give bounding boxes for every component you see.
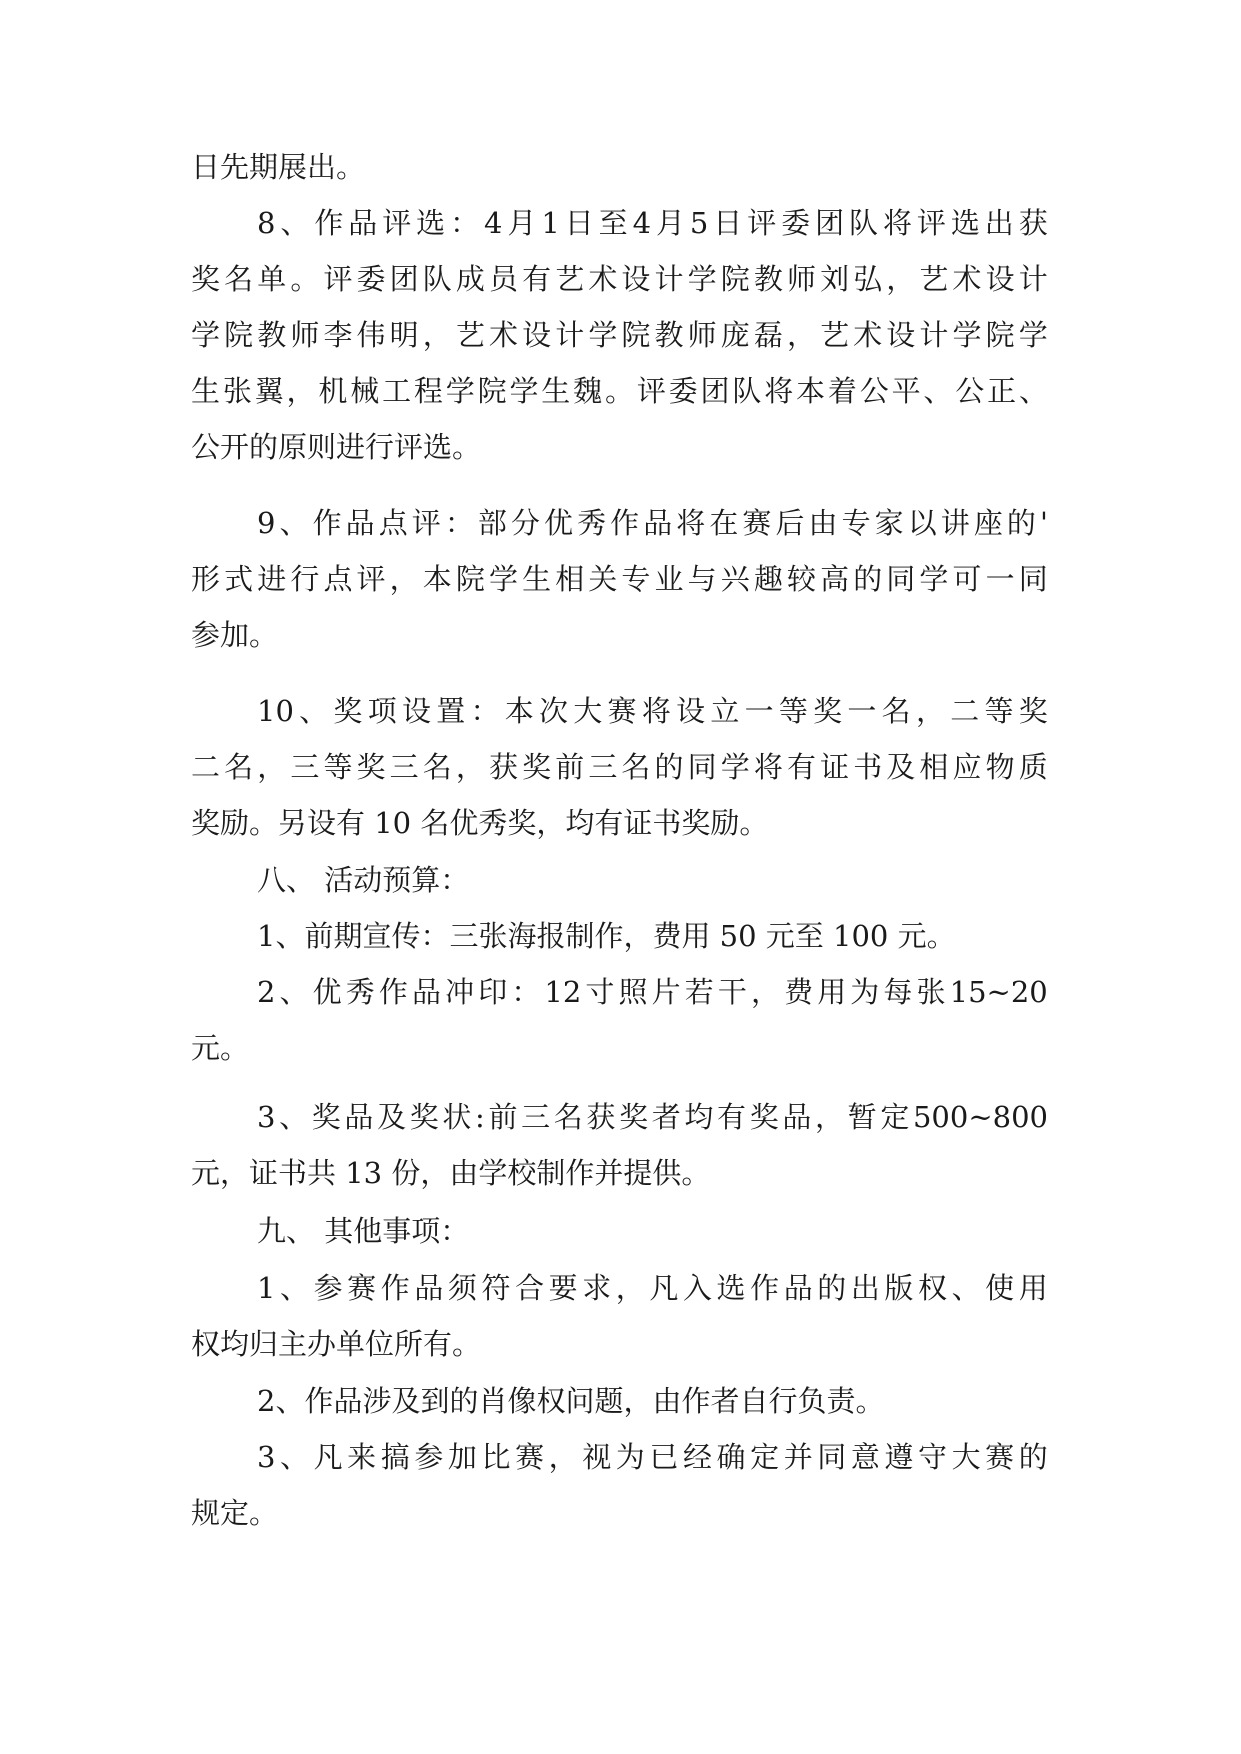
text-line: 权均归主办单位所有。 xyxy=(191,1327,482,1361)
text-line: 日先期展出。 xyxy=(191,150,366,184)
text-line: 3 、 奖 品 及 奖 状 : 前 三 名 获 奖 者 均 有 奖 品 ， 暂 定 500~800 xyxy=(257,1100,1048,1134)
text-line: 10 、 奖 项 设 置 ： 本 次 大 赛 将 设 立 一 等 奖 一 名 ， 二 等 奖 xyxy=(257,694,1048,728)
text-line: 2、作品涉及到的肖像权问题，由作者自行负责。 xyxy=(257,1384,885,1418)
text-line: 元，证书共 13 份，由学校制作并提供。 xyxy=(191,1156,711,1190)
text-line: 9 、 作 品 点 评 ： 部 分 优 秀 作 品 将 在 赛 后 由 专 家 以 讲 座 的 ' xyxy=(257,506,1048,540)
text-line: 1、前期宣传：三张海报制作，费用 50 元至 100 元。 xyxy=(257,919,956,953)
text-line: 参加。 xyxy=(191,618,279,652)
text-line: 3 、 凡 来 搞 参 加 比 赛 ， 视 为 已 经 确 定 并 同 意 遵 守 大 赛 的 xyxy=(257,1440,1048,1474)
text-line: 生 张 翼 ， 机 械 工 程 学 院 学 生 魏 。 评 委 团 队 将 本 着 公 平 、 公 正 、 xyxy=(191,374,1048,408)
text-line: 规定。 xyxy=(191,1496,279,1530)
text-line: 2 、 优 秀 作 品 冲 印 ： 12 寸 照 片 若 干 ， 费 用 为 每 张 15~20 xyxy=(257,975,1048,1009)
section-heading: 九、 其他事项： xyxy=(257,1214,470,1248)
text-line: 奖励。另设有 10 名优秀奖，均有证书奖励。 xyxy=(191,806,769,840)
text-line: 二 名 ， 三 等 奖 三 名 ， 获 奖 前 三 名 的 同 学 将 有 证 书 及 相 应 物 质 xyxy=(191,750,1048,784)
text-line: 8 、 作 品 评 选 ： 4 月 1 日 至 4 月 5 日 评 委 团 队 将 评 选 出 获 xyxy=(257,206,1048,240)
section-heading: 八、 活动预算： xyxy=(257,863,470,897)
text-line: 1 、 参 赛 作 品 须 符 合 要 求 ， 凡 入 选 作 品 的 出 版 权 、 使 用 xyxy=(257,1271,1048,1305)
text-line: 形 式 进 行 点 评 ， 本 院 学 生 相 关 专 业 与 兴 趣 较 高 的 同 学 可 一 同 xyxy=(191,562,1048,596)
text-line: 学 院 教 师 李 伟 明 ， 艺 术 设 计 学 院 教 师 庞 磊 ， 艺 术 设 计 学 院 学 xyxy=(191,318,1048,352)
text-line: 元。 xyxy=(191,1031,250,1065)
text-line: 公开的原则进行评选。 xyxy=(191,430,482,464)
text-line: 奖 名 单 。 评 委 团 队 成 员 有 艺 术 设 计 学 院 教 师 刘 弘 ， 艺 术 设 计 xyxy=(191,262,1048,296)
